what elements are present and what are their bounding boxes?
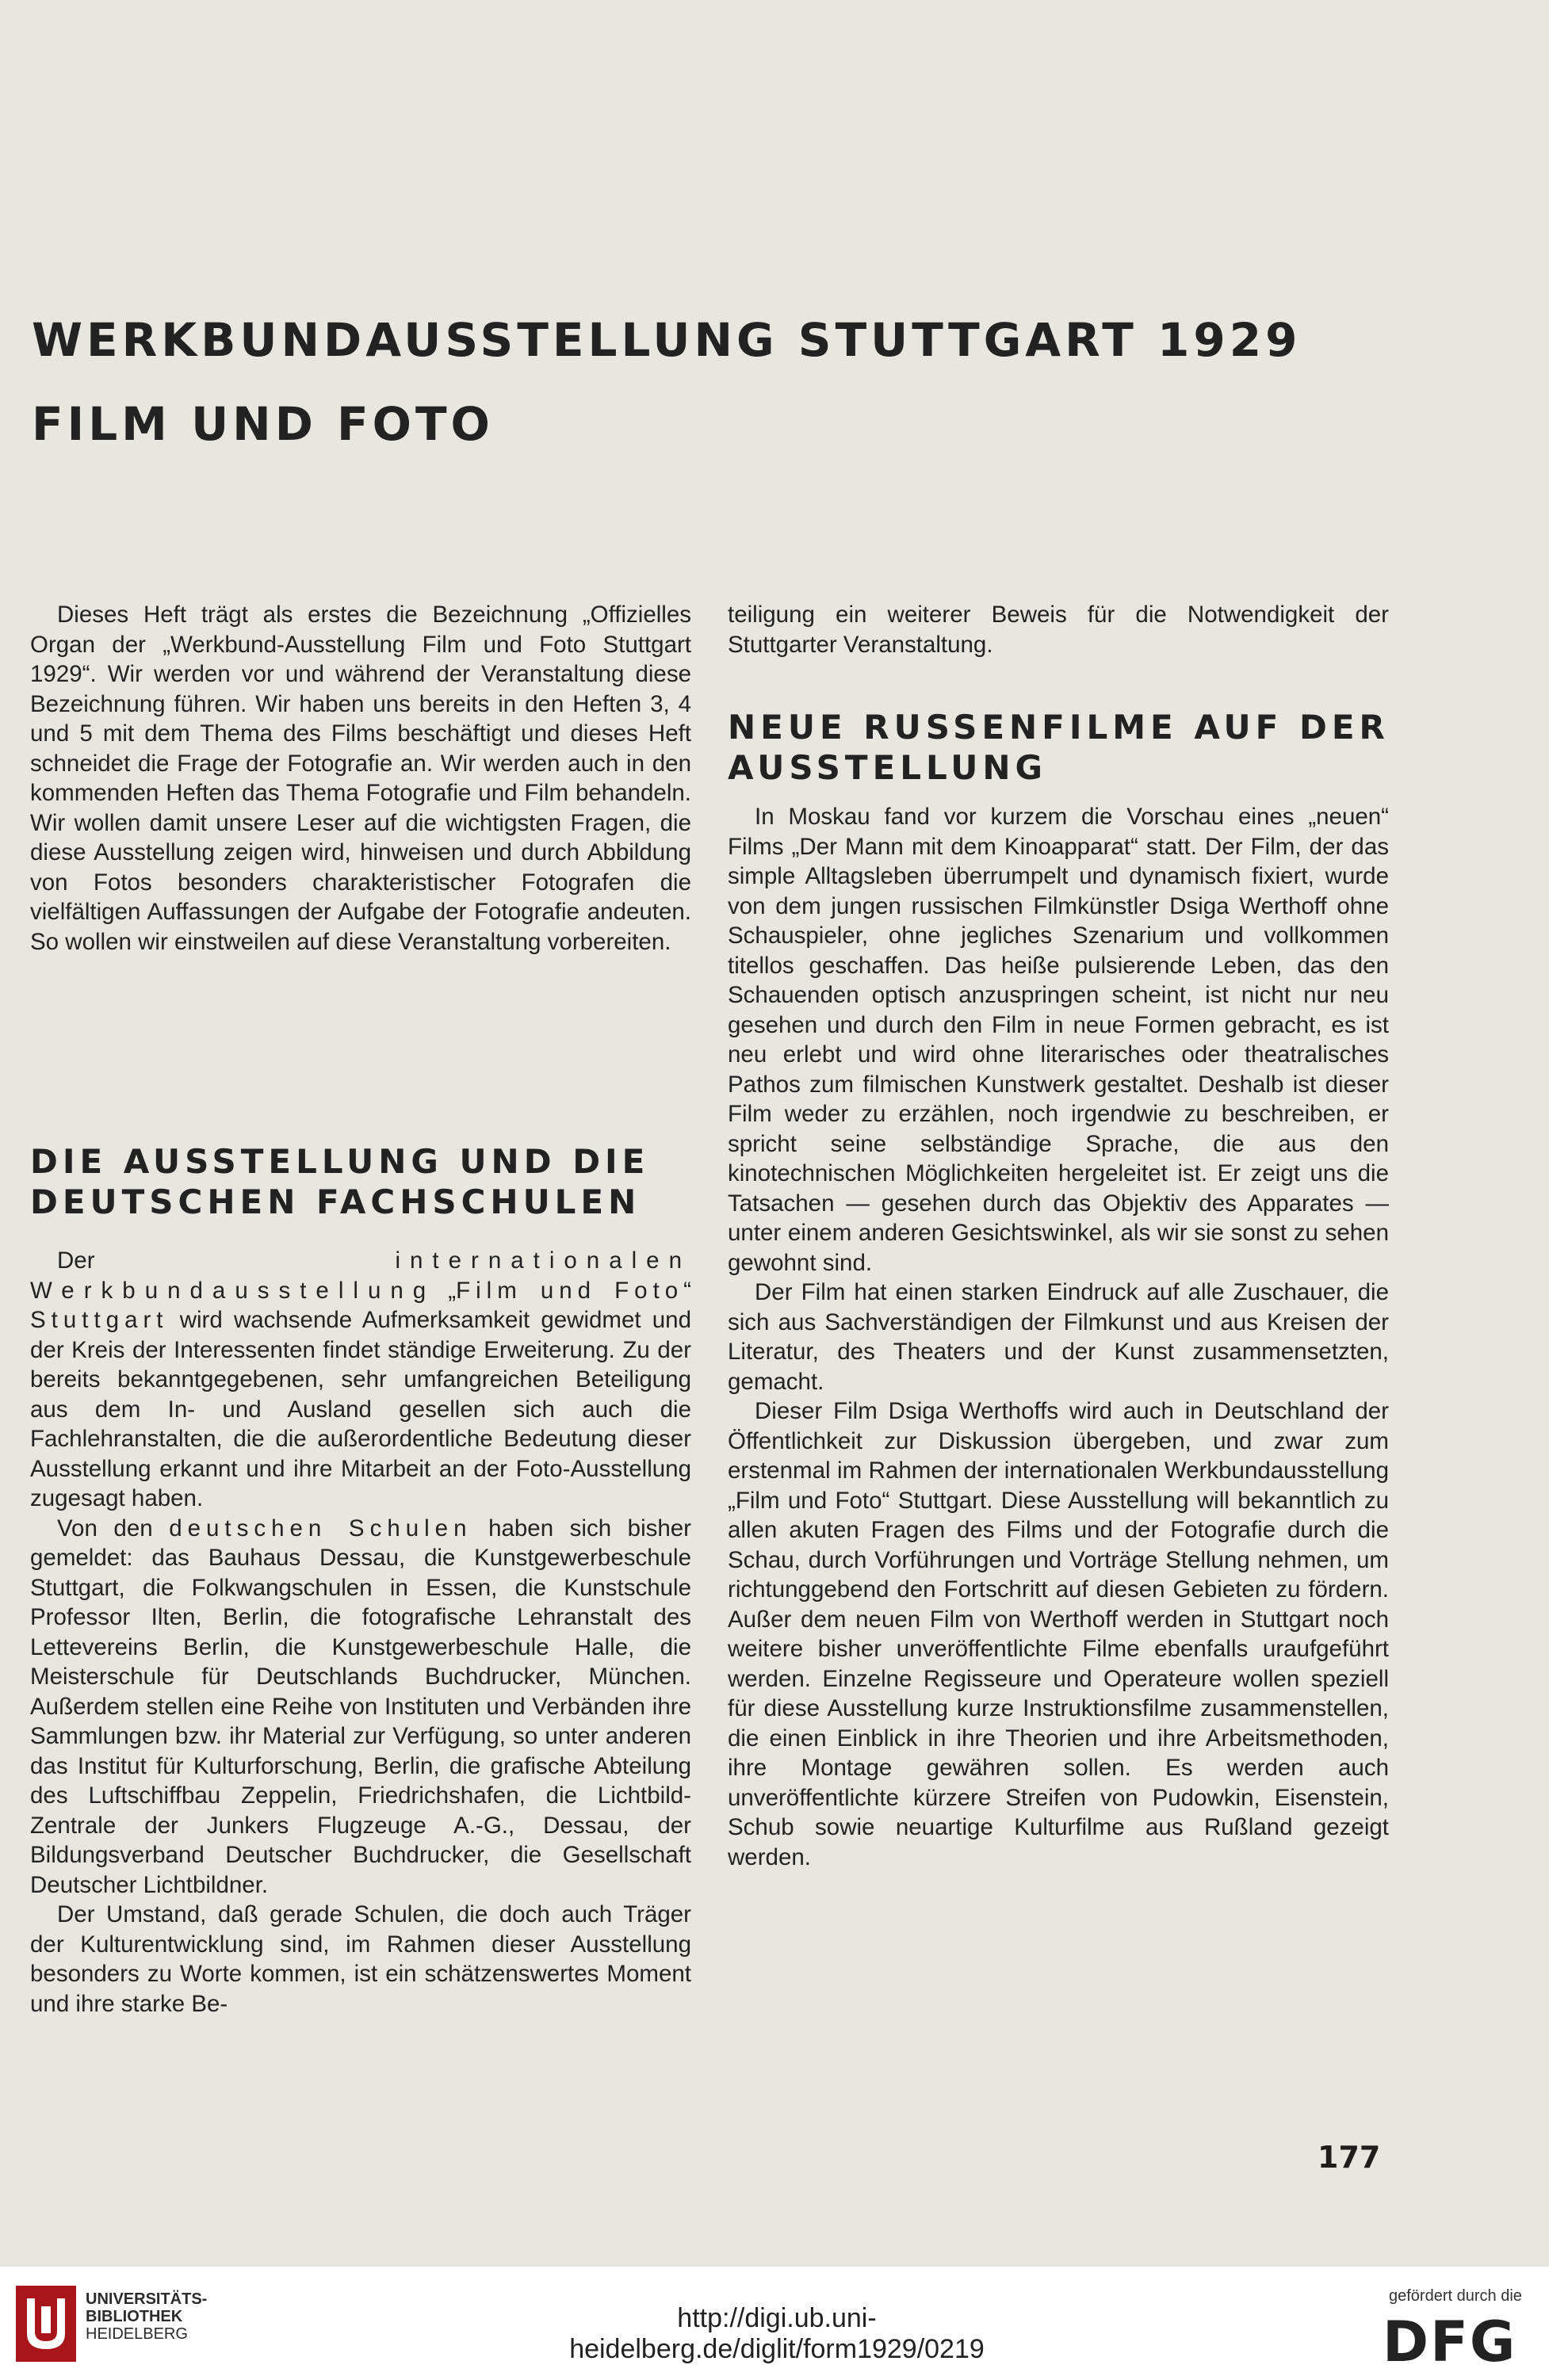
paragraph: Der Umstand, daß gerade Schulen, die doch auch Träger der Kulturentwicklung sind, im Rahmen dieser Ausstellung besonders zu Worte kommen, ist ein schätzenswertes Moment und ihre starke Be- [30, 1901, 691, 2017]
paragraph [30, 1514, 691, 1901]
university-library-logo [14, 2284, 78, 2363]
library-name-line: BIBLIOTHEK [86, 2308, 183, 2325]
library-name-line: UNIVERSITÄTS- [86, 2290, 208, 2308]
text-run: wird wachsende Aufmerksamkeit gewidmet und der Kreis der Interessenten findet ständige Erweiterung. Zu der bereits bekanntgegebenen, sehr umfangreichen Beteiligung aus dem In- und Ausland gesellen sich auch die Fachlehranstalten, die die außerordentliche Bedeutung dieser Ausstellung erkannt und ihre Mitarbeit an der Foto-Ausstellung zugesagt haben. [30, 1307, 691, 1511]
text-run: “ [683, 1277, 691, 1304]
spaced-text: internationalen Werkbundausstellung [30, 1247, 691, 1304]
footer-bar [0, 2267, 1549, 2380]
library-name-line: HEIDELBERG [86, 2325, 188, 2343]
page-subtitle: FILM UND FOTO [32, 397, 494, 451]
paragraph: Der Film hat einen starken Eindruck auf alle Zuschauer, die sich aus Sachverständigen der Filmkunst und aus Kreisen der Literatur, des Theaters und der Kunst zusammensetzten, gemacht. [728, 1279, 1389, 1395]
section-heading-line2: DEUTSCHEN FACHSCHULEN [30, 1182, 641, 1221]
dfg-logo: DFG [1383, 2309, 1517, 2374]
page-title: WERKBUNDAUSSTELLUNG STUTTGART 1929 [32, 313, 1302, 367]
text-run: haben sich bisher gemeldet: das Bauhaus Dessau, die Kunstgewerbeschule Stuttgart, die Folkwangschulen in Essen, die Kunstschule Professor Ilten, Berlin, die fotografische Lehranstalt des Lettevereins Berlin, die Kunstgewerbeschule Halle, die Meisterschule für Deutschlands Buchdrucker, München. Außerdem stellen eine Reihe von Instituten und Verbänden ihre Sammlungen bzw. ihr Material zur Verfügung, so unter anderen das Institut für Kulturforschung, Berlin, die grafische Abteilung des Luftschiffbau Zeppelin, Friedrichshafen, die Lichtbild-Zentrale der Junkers Flugzeuge A.-G., Dessau, der Bildungsverband Deutscher Buchdrucker, die Gesellschaft Deutscher Lichtbildner. [30, 1515, 692, 1898]
intro-paragraph: Dieses Heft trägt als erstes die Bezeichnung „Offizielles Organ der „Werkbund-Ausstellung Film und Foto Stuttgart 1929“. Wir werden vor und während der Veranstaltung diese Bezeichnung führen. Wir haben uns bereits in den Heften 3, 4 und 5 mit dem Thema des Films beschäftigt und dieses Heft schneidet die Frage der Fotografie an. Wir werden auch in den kommenden Heften das Thema Fotografie und Film behandeln. Wir wollen damit unsere Leser auf die wichtigsten Fragen, die diese Ausstellung zeigen wird, hinweisen und durch Abbildung von Fotos besonders charakteristischer Fotografen die vielfältigen Auffassungen der Aufgabe der Fotografie andeuten. So wollen wir einstweilen auf diese Veranstaltung vorbereiten. [30, 602, 691, 955]
paragraph [30, 1246, 691, 1514]
paragraph: In Moskau fand vor kurzem die Vorschau eines „neuen“ Films „Der Mann mit dem Kinoapparat“ statt. Der Film, der das simple Alltagsleben überrumpelt und dynamisch fixiert, wurde von dem jungen russischen Filmkünstler Dsiga Werthoff ohne Schauspieler, ohne jegliches Szenarium und vollkommen titellos geschaffen. Das heiße pulsierende Leben, das den Schauenden optisch anzuspringen scheint, ist nicht nur neu gesehen und durch den Film in neue Formen gebracht, es ist neu erlebt und wird ohne literarisches oder theatralisches Pathos zum filmischen Kunstwerk gestaltet. Deshalb ist dieser Film weder zu erzählen, noch irgendwie zu beschreiben, er spricht seine selbständige Sprache, die aus den kinotechnischen Möglichkeiten hergeleitet ist. Er zeigt uns die Tatsachen — gesehen durch das Objektiv des Apparates — unter einem anderen Gesichtswinkel, als wir sie sonst zu sehen gewohnt sind. [728, 804, 1389, 1276]
text-run: Von den [57, 1515, 153, 1541]
text-run: „ [448, 1277, 457, 1304]
source-url-link[interactable]: http://digi.ub.uni-heidelberg.de/diglit/form1929/0219 [569, 2303, 985, 2364]
left-column-section [30, 1141, 691, 2019]
spaced-text: deutschen Schulen [169, 1515, 472, 1541]
spaced-text: Stuttgart [30, 1307, 169, 1333]
spaced-text: Film und Foto [456, 1277, 684, 1304]
paragraph: Dieser Film Dsiga Werthoffs wird auch in Deutschland der Öffentlichkeit zur Diskussion übergeben, und zwar zum erstenmal im Rahmen der internationalen Werkbundausstellung „Film und Foto“ Stuttgart. Diese Ausstellung will bekanntlich zu allen akuten Fragen des Films und der Fotografie durch die Schau, durch Vorführungen und Vorträge Stellung nehmen, um richtunggebend den Fortschritt auf diesen Gebieten zu fördern. Außer dem neuen Film von Werthoff werden in Stuttgart noch weitere bisher unveröffentlichte Filme ebenfalls uraufgeführt werden. Einzelne Regisseure und Operateure wollen speziell für diese Ausstellung kurze Instruktionsfilme zusammenstellen, die einen Einblick in ihre Theorien und ihre Arbeitsmethoden, ihre Montage gewähren sollen. Es werden auch unveröffentlichte kürzere Streifen von Pudowkin, Eisenstein, Schub sowie neuartige Kulturfilme aus Rußland gezeigt werden. [728, 1398, 1389, 1870]
text-run: Der [57, 1247, 95, 1274]
left-column [30, 600, 691, 957]
section-heading-line1: NEUE RUSSENFILME AUF DER [728, 708, 1390, 747]
continuation-paragraph: teiligung ein weiterer Beweis für die Notwendigkeit der Stuttgarter Veranstaltung. [728, 602, 1389, 658]
library-name [86, 2290, 207, 2343]
section-heading-line1: DIE AUSSTELLUNG UND DIE [30, 1142, 650, 1181]
page-number: 177 [1318, 2140, 1381, 2175]
funding-label: gefördert durch die [1389, 2287, 1522, 2305]
right-column [728, 600, 1389, 1872]
section-heading-line2: AUSSTELLUNG [728, 748, 1048, 787]
